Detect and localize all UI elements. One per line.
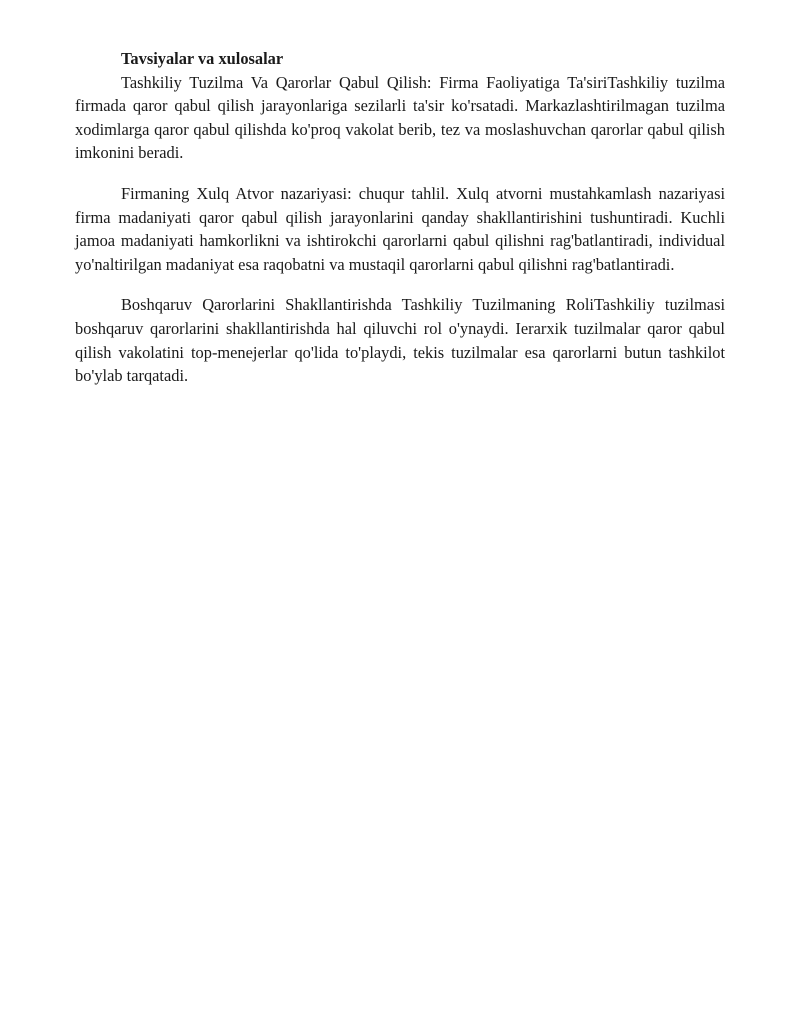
document-body: [75, 47, 725, 405]
paragraph-management-decisions: Boshqaruv Qarorlarini Shakllantirishda Tashkiliy Tuzilmaning RoliTashkiliy tuzilmasi boshqaruv qarorlarini shakllantirishda hal qiluvchi rol o'ynaydi. Ierarxik tuzilmalar qaror qabul qilish vakolatini top-menejerlar qo'lida to'playdi, tekis tuzilmalar esa qarorlarni butun tashkilot bo'ylab tarqatadi.: [75, 295, 725, 386]
paragraph-behavior-theory: Firmaning Xulq Atvor nazariyasi: chuqur tahlil. Xulq atvorni mustahkamlash nazariyasi firma madaniyati qaror qabul qilish jarayonlarini qanday shakllantirishini tushuntiradi. Kuchli jamoa madaniyati hamkorlikni va ishtirokchi qarorlarni qabul qilishni rag'batlantiradi, individual yo'naltirilgan madaniyat esa raqobatni va mustaqil qarorlarni qabul qilishni rag'batlantiradi.: [75, 183, 725, 274]
section-heading: Tavsiyalar va xulosalar: [121, 49, 284, 68]
paragraph-organizational-structure: Tashkiliy Tuzilma Va Qarorlar Qabul Qilish: Firma Faoliyatiga Ta'siriTashkiliy tuzilma firmada qaror qabul qilish jarayonlariga sezilarli ta'sir ko'rsatadi. Markazlashtirilmagan tuzilma xodimlarga qaror qabul qilishda ko'proq vakolat berib, tez va moslashuvchan qarorlar qabul qilish imkonini beradi.: [75, 72, 725, 163]
